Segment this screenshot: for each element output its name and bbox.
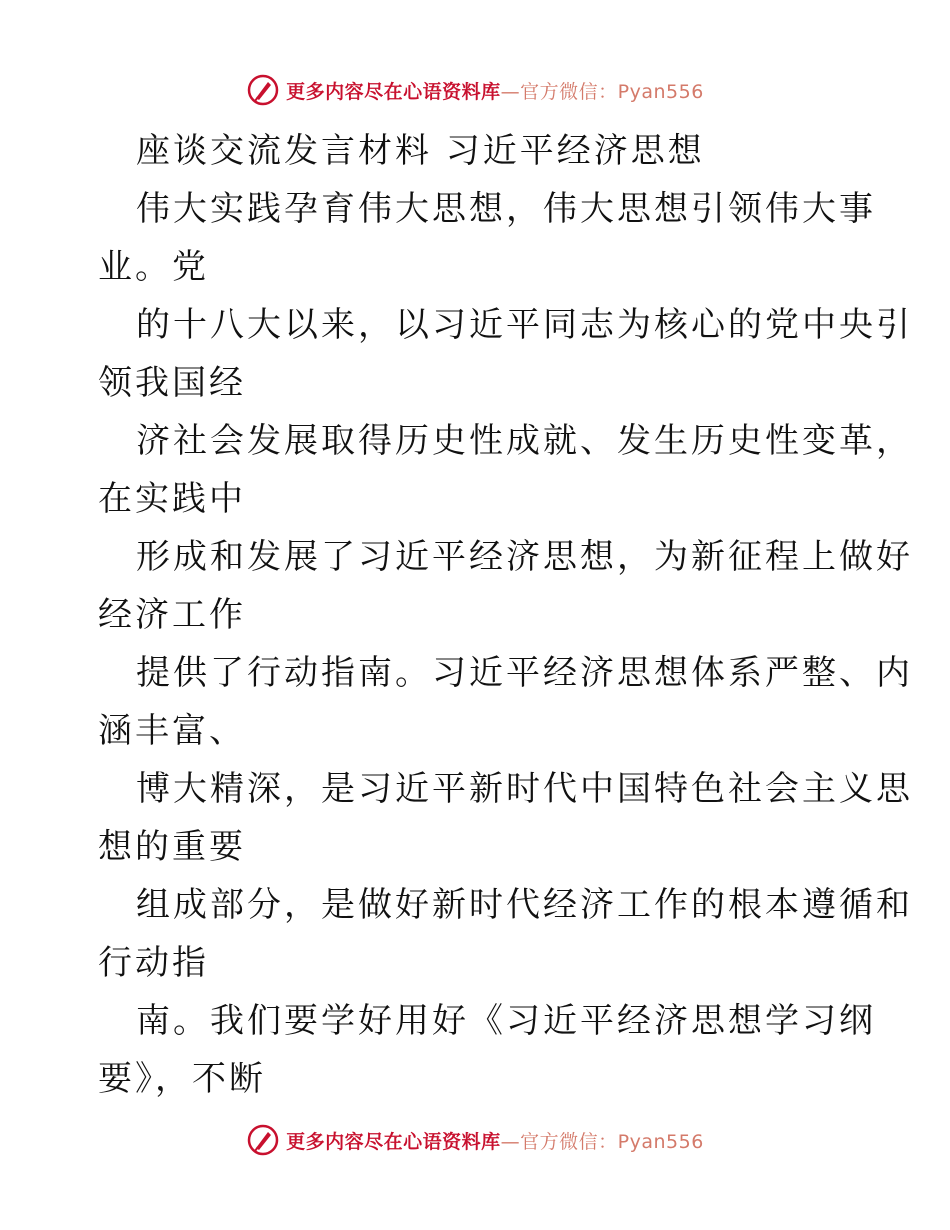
banner-text [286,1127,704,1154]
document-line: 南。我们要学好用好《习近平经济思想学习纲 [136,1001,876,1041]
document-line: 在实践中 [98,479,246,519]
header-banner [0,68,950,112]
document-line: 行动指 [98,943,209,983]
banner-text [286,77,704,104]
document-line: 涵丰富、 [98,711,246,751]
document-line: 组成部分，是做好新时代经济工作的根本遵循和 [136,885,913,925]
banner-lead-text: 更多内容尽在心语资料库 [286,1130,501,1153]
document-line: 提供了行动指南。习近平经济思想体系严整、内 [136,653,913,693]
document-line: 博大精深，是习近平新时代中国特色社会主义思 [136,769,913,809]
banner-contact-text: —官方微信：Pyan556 [500,80,704,103]
document-line: 领我国经 [98,363,246,403]
footer-banner [0,1118,950,1162]
quill-pen-logo-icon [246,1123,280,1157]
document-line: 伟大实践孕育伟大思想，伟大思想引领伟大事 [136,189,876,229]
document-line: 业。党 [98,247,209,287]
banner-lead-text: 更多内容尽在心语资料库 [286,80,501,103]
document-line: 座谈交流发言材料 习近平经济思想 [136,131,705,171]
document-body [98,122,913,1108]
document-line: 经济工作 [98,595,246,635]
document-line: 形成和发展了习近平经济思想，为新征程上做好 [136,537,913,577]
banner-contact-text: —官方微信：Pyan556 [500,1130,704,1153]
document-line: 济社会发展取得历史性成就、发生历史性变革， [136,421,913,461]
quill-pen-logo-icon [246,73,280,107]
document-line: 要》，不断 [98,1059,266,1099]
document-line: 的十八大以来，以习近平同志为核心的党中央引 [136,305,913,345]
document-line: 想的重要 [98,827,246,867]
